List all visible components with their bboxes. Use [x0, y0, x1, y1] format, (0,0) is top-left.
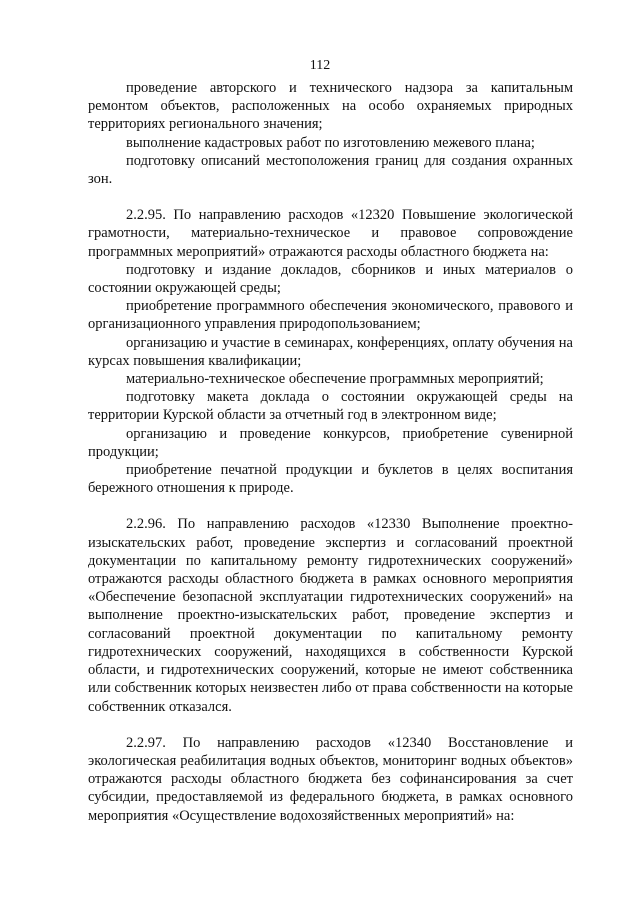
paragraph-gap — [88, 716, 573, 734]
paragraph: организацию и проведение конкурсов, приобретение сувенирной продукции; — [88, 425, 573, 460]
section-2-2-97-heading: 2.2.97. По направлению расходов «12340 Восстановление и экологическая реабилитация водных объектов, мониторинг водных объектов» отражаются расходы областного бюджета без софинансирования за счет субсидии, предоставляемой из федерального бюджета, в рамках основного мероприятия «Осуществление водохозяйственных мероприятий» на: — [88, 734, 573, 824]
paragraph: приобретение печатной продукции и буклетов в целях воспитания бережного отношения к природе. — [88, 462, 573, 497]
paragraph: подготовку описаний местоположения границ для создания охранных зон. — [88, 152, 573, 188]
paragraph: приобретение программного обеспечения экономического, правового и организационного управления природопользованием; — [88, 298, 573, 333]
paragraph-gap — [88, 497, 573, 515]
section-2-2-96-heading: 2.2.96. По направлению расходов «12330 Выполнение проектно-изыскательских работ, проведение экспертиз и согласований проектной документации по капитальному ремонту гидротехнических сооружений» отражаются расходы областного бюджета в рамках основного мероприятия «Обеспечение безопасной эксплуатации гидротехнических сооружений» на выполнение проектно-изыскательских работ, проведение экспертиз и согласований проектной документации по капитальному ремонту гидротехнических сооружений, находящихся в собственности Курской области, и гидротехнических сооружений, которые не имеют собственника или собственник которых неизвестен либо от права собственности на которые собственник отказался. — [88, 516, 573, 715]
page-number: 112 — [309, 58, 331, 73]
paragraph-gap — [88, 188, 573, 206]
paragraph: подготовку и издание докладов, сборников и иных материалов о состоянии окружающей среды; — [88, 261, 573, 297]
paragraph: выполнение кадастровых работ по изготовлению межевого плана; — [126, 134, 535, 151]
paragraph: подготовку макета доклада о состоянии окружающей среды на территории Курской области за отчетный год в электронном виде; — [88, 389, 573, 424]
section-2-2-95-heading: 2.2.95. По направлению расходов «12320 Повышение экологической грамотности, материально-техническое и правовое сопровождение программных мероприятий» отражаются расходы областного бюджета на: — [88, 207, 573, 260]
paragraph: организацию и участие в семинарах, конференциях, оплату обучения на курсах повышения квалификации; — [88, 334, 573, 369]
paragraph: проведение авторского и технического надзора за капитальным ремонтом объектов, расположенных на особо охраняемых природных территориях регионального значения; — [88, 80, 573, 133]
paragraph: материально-техническое обеспечение программных мероприятий; — [126, 371, 544, 388]
document-body — [88, 79, 573, 825]
